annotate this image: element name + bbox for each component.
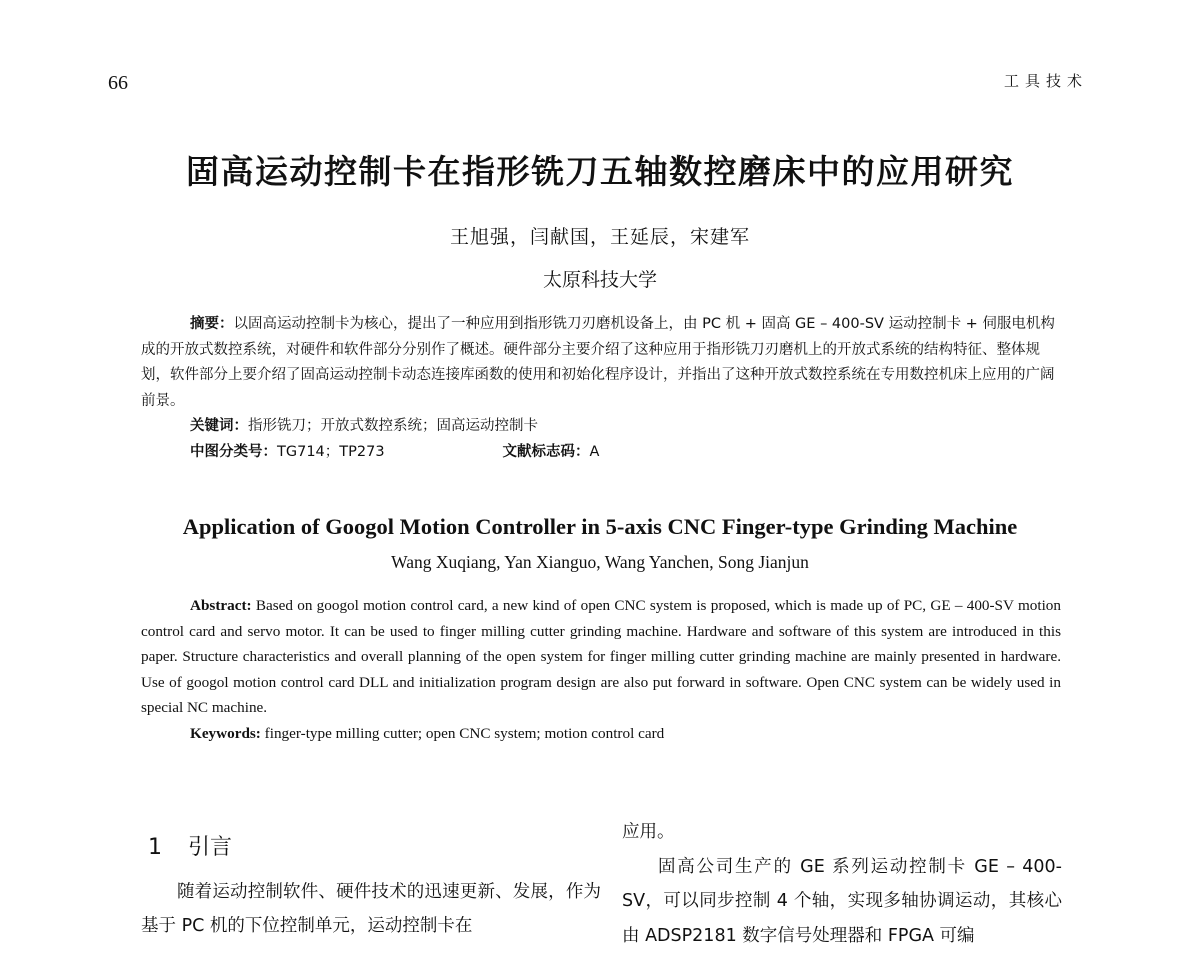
english-abstract-label: Abstract: xyxy=(190,597,252,614)
section-title: 引言 xyxy=(188,835,232,860)
continued-text: 应用。 xyxy=(622,815,1062,850)
chinese-abstract xyxy=(141,312,1061,414)
keywords-label: 关键词： xyxy=(190,418,248,434)
abstract-label: 摘要： xyxy=(190,316,234,332)
section-heading xyxy=(148,830,601,861)
chinese-title: 固高运动控制卡在指形铣刀五轴数控磨床中的应用研究 xyxy=(0,146,1200,193)
english-keywords-label: Keywords: xyxy=(190,725,261,742)
classification-value: TG714；TP273 xyxy=(277,444,385,460)
intro-paragraph: 随着运动控制软件、硬件技术的迅速更新、发展，作为基于 PC 机的下位控制单元，运动控制卡在 xyxy=(141,875,601,943)
left-column xyxy=(141,830,601,943)
chinese-abstract-block xyxy=(141,312,1061,465)
english-keywords xyxy=(141,721,1061,747)
doc-code-value: A xyxy=(590,444,600,460)
page-number: 66 xyxy=(108,72,128,95)
classification-label: 中图分类号： xyxy=(190,444,277,460)
english-abstract xyxy=(141,593,1061,721)
classification-row xyxy=(141,440,1061,466)
googol-paragraph: 固高公司生产的 GE 系列运动控制卡 GE – 400-SV，可以同步控制 4 个轴，实现多轴协调运动，其核心由 ADSP2181 数字信号处理器和 FPGA 可编 xyxy=(622,850,1062,953)
english-abstract-text: Based on googol motion control card, a new kind of open CNC system is proposed, which is made up of PC, GE – 400-SV motion control card and servo motor. It can be used to finger milling cutter grinding machine. Hardware and software of this system are introduced in this paper. Structure characteristics and overall planning of the open system for finger milling cutter grinding machine are mainly presented in hardware. Use of googol motion control card DLL and initialization program design are also put forward in software. Open CNC system can be widely used in special NC machine. xyxy=(141,597,1061,716)
english-authors: Wang Xuqiang, Yan Xianguo, Wang Yanchen, Song Jianjun xyxy=(0,552,1200,573)
keywords-text: 指形铣刀；开放式数控系统；固高运动控制卡 xyxy=(248,418,538,434)
section-number: 1 xyxy=(148,835,162,860)
chinese-keywords xyxy=(141,414,1061,440)
chinese-authors: 王旭强，闫献国，王延辰，宋建军 xyxy=(0,222,1200,249)
english-abstract-block xyxy=(141,593,1061,746)
english-keywords-text: finger-type milling cutter; open CNC system; motion control card xyxy=(265,725,665,742)
journal-name: 工具技术 xyxy=(1004,70,1088,91)
doc-code-label: 文献标志码： xyxy=(503,444,590,460)
english-title: Application of Googol Motion Controller in 5-axis CNC Finger-type Grinding Machine xyxy=(0,514,1200,540)
chinese-affiliation: 太原科技大学 xyxy=(0,265,1200,292)
right-column xyxy=(622,815,1062,953)
abstract-text: 以固高运动控制卡为核心，提出了一种应用到指形铣刀刃磨机设备上，由 PC 机 + 固高 GE – 400-SV 运动控制卡 + 伺服电机构成的开放式数控系统，对硬件和软件部分分别作了概述。硬件部分主要介绍了这种应用于指形铣刀刃磨机上的开放式系统的结构特征、整体规划，软件部分上要介绍了固高运动控制卡动态连接库函数的使用和初始化程序设计，并指出了这种开放式数控系统在专用数控机床上应用的广阔前景。 xyxy=(141,316,1055,409)
